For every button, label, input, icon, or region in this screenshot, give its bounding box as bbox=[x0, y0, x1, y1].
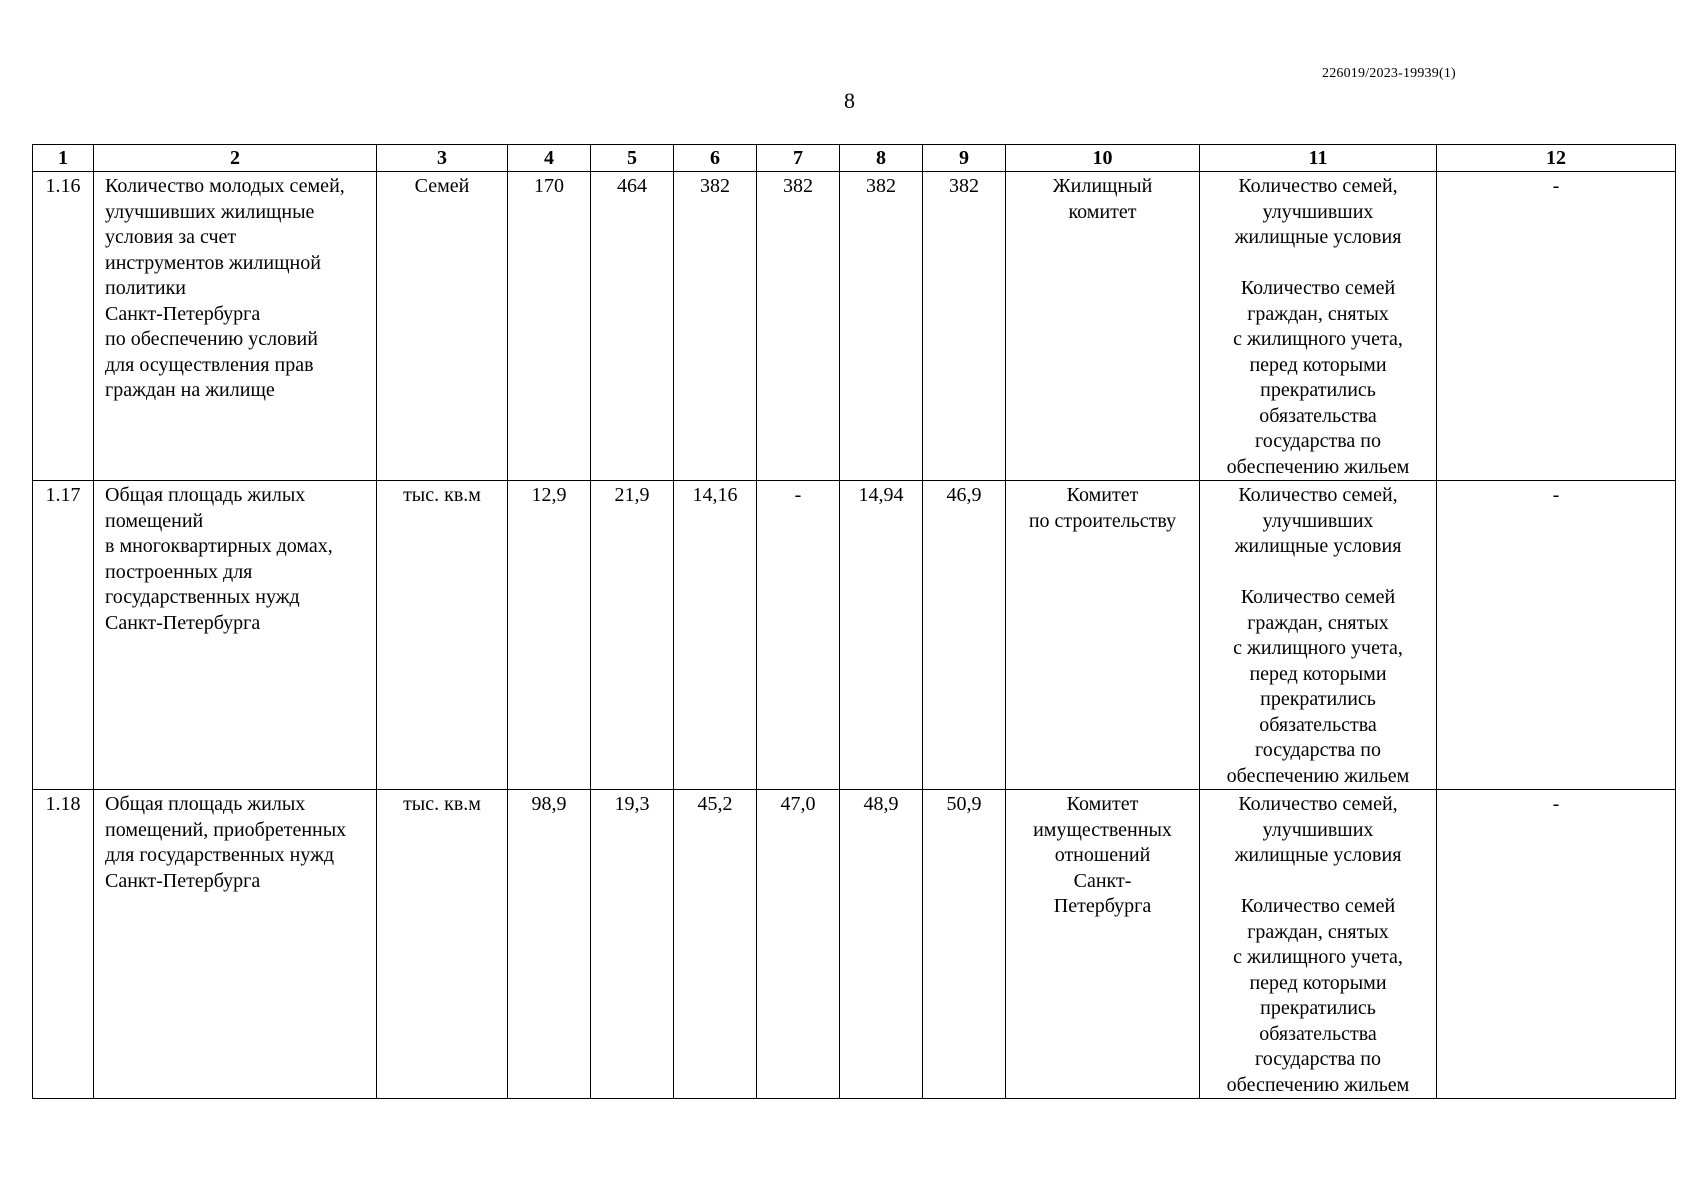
row-number: 1.16 bbox=[33, 172, 94, 481]
value-col-9: 382 bbox=[923, 172, 1006, 481]
indicators-table bbox=[32, 144, 1676, 1099]
value-col-7: - bbox=[757, 481, 840, 790]
row-number: 1.17 bbox=[33, 481, 94, 790]
value-col-6: 382 bbox=[674, 172, 757, 481]
column-12-value: - bbox=[1437, 790, 1676, 1099]
indicator-name: Общая площадь жилых помещений, приобретенных для государственных нужд Санкт-Петербурга bbox=[94, 790, 377, 1099]
related-indicators: Количество семей, улучшивших жилищные условия Количество семей граждан, снятых с жилищного учета, перед которыми прекратились обязательства государства по обеспечению жильем bbox=[1200, 172, 1437, 481]
column-12-value: - bbox=[1437, 172, 1676, 481]
value-col-4: 170 bbox=[508, 172, 591, 481]
document-id: 226019/2023-19939(1) bbox=[1322, 66, 1456, 81]
column-header-12: 12 bbox=[1437, 145, 1676, 172]
table-row bbox=[33, 481, 1676, 790]
value-col-6: 45,2 bbox=[674, 790, 757, 1099]
value-col-7: 47,0 bbox=[757, 790, 840, 1099]
related-indicators: Количество семей, улучшивших жилищные условия Количество семей граждан, снятых с жилищного учета, перед которыми прекратились обязательства государства по обеспечению жильем bbox=[1200, 481, 1437, 790]
value-col-8: 48,9 bbox=[840, 790, 923, 1099]
responsible-body: Комитет по строительству bbox=[1006, 481, 1200, 790]
value-col-5: 19,3 bbox=[591, 790, 674, 1099]
column-header-10: 10 bbox=[1006, 145, 1200, 172]
responsible-body: Жилищный комитет bbox=[1006, 172, 1200, 481]
header-row bbox=[33, 145, 1676, 172]
column-12-value: - bbox=[1437, 481, 1676, 790]
unit-of-measure: тыс. кв.м bbox=[377, 481, 508, 790]
column-header-7: 7 bbox=[757, 145, 840, 172]
column-header-4: 4 bbox=[508, 145, 591, 172]
value-col-5: 464 bbox=[591, 172, 674, 481]
value-col-8: 14,94 bbox=[840, 481, 923, 790]
row-number: 1.18 bbox=[33, 790, 94, 1099]
column-header-11: 11 bbox=[1200, 145, 1437, 172]
value-col-8: 382 bbox=[840, 172, 923, 481]
value-col-6: 14,16 bbox=[674, 481, 757, 790]
column-header-3: 3 bbox=[377, 145, 508, 172]
indicator-name: Количество молодых семей, улучшивших жилищные условия за счет инструментов жилищной политики Санкт-Петербурга по обеспечению условий для осуществления прав граждан на жилище bbox=[94, 172, 377, 481]
column-header-9: 9 bbox=[923, 145, 1006, 172]
column-header-2: 2 bbox=[94, 145, 377, 172]
column-header-5: 5 bbox=[591, 145, 674, 172]
page-number: 8 bbox=[844, 88, 855, 113]
value-col-4: 12,9 bbox=[508, 481, 591, 790]
unit-of-measure: Семей bbox=[377, 172, 508, 481]
column-header-1: 1 bbox=[33, 145, 94, 172]
value-col-7: 382 bbox=[757, 172, 840, 481]
related-indicators: Количество семей, улучшивших жилищные условия Количество семей граждан, снятых с жилищного учета, перед которыми прекратились обязательства государства по обеспечению жильем bbox=[1200, 790, 1437, 1099]
table-header bbox=[33, 145, 1676, 172]
unit-of-measure: тыс. кв.м bbox=[377, 790, 508, 1099]
column-header-6: 6 bbox=[674, 145, 757, 172]
indicator-name: Общая площадь жилых помещений в многоквартирных домах, построенных для государственных нужд Санкт-Петербурга bbox=[94, 481, 377, 790]
table-body bbox=[33, 172, 1676, 1099]
responsible-body: Комитет имущественных отношений Санкт- Петербурга bbox=[1006, 790, 1200, 1099]
value-col-5: 21,9 bbox=[591, 481, 674, 790]
column-header-8: 8 bbox=[840, 145, 923, 172]
table-row bbox=[33, 790, 1676, 1099]
value-col-9: 50,9 bbox=[923, 790, 1006, 1099]
value-col-4: 98,9 bbox=[508, 790, 591, 1099]
value-col-9: 46,9 bbox=[923, 481, 1006, 790]
table-row bbox=[33, 172, 1676, 481]
